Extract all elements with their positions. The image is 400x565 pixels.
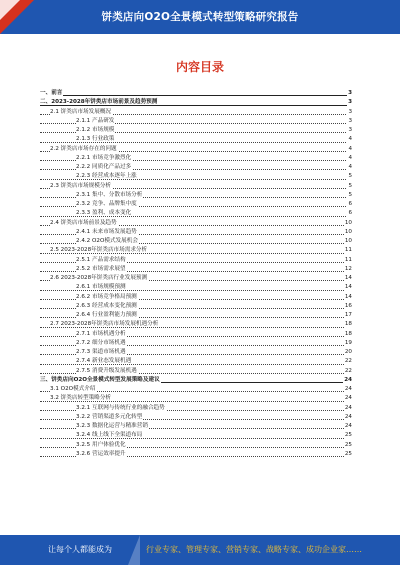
toc-entry-page: 5 bbox=[347, 182, 352, 191]
toc-entry-text: 2.5.2 市场需求展望 bbox=[76, 265, 126, 272]
toc-entry-text: 2.3.2 竞争、品牌集中度 bbox=[76, 201, 137, 207]
toc-entry[interactable] bbox=[40, 145, 352, 154]
toc-entry-text: 2.6.3 经营成本变化预测 bbox=[76, 302, 137, 309]
toc-entry[interactable] bbox=[40, 413, 352, 422]
toc-entry-text: 2.1.2 市场规模 bbox=[76, 127, 115, 133]
toc-entry-page: 3 bbox=[347, 117, 352, 126]
toc-entry-page: 11 bbox=[344, 256, 352, 265]
toc-entry[interactable] bbox=[40, 154, 352, 163]
toc-entry-text: 2.6 2023-2028年饼类店行业发展预测 bbox=[50, 275, 148, 281]
toc-entry[interactable] bbox=[40, 302, 352, 311]
toc-entry-text: 2.1 饼类店市场发展概况 bbox=[50, 108, 112, 115]
toc-entry-page: 22 bbox=[344, 367, 352, 376]
toc-entry-text: 一、前言 bbox=[40, 90, 63, 96]
toc-entry-text: 2.4 饼类店市场前景及趋势 bbox=[50, 219, 117, 226]
toc-entry-page: 14 bbox=[344, 283, 352, 292]
toc-entry[interactable] bbox=[40, 320, 352, 329]
toc-entry-page: 14 bbox=[344, 274, 352, 283]
toc-entry-page: 24 bbox=[343, 376, 352, 385]
toc-entry[interactable] bbox=[40, 265, 352, 274]
toc-entry[interactable] bbox=[40, 117, 352, 126]
toc-entry-text: 三、饼类店向O2O全景模式转型发展策略及建议 bbox=[40, 376, 160, 383]
toc-entry-page: 5 bbox=[347, 172, 352, 181]
toc-entry-text: 2.2 饼类店市场存在的问题 bbox=[50, 145, 117, 152]
toc-entry-text: 3.2.1 互联网与传统行业的融合趋势 bbox=[76, 404, 165, 411]
toc-entry[interactable] bbox=[40, 367, 352, 376]
toc-entry[interactable] bbox=[40, 385, 352, 394]
toc-entry[interactable] bbox=[40, 163, 352, 172]
toc-entry[interactable] bbox=[40, 431, 352, 440]
toc-entry-text: 3.2 饼类店转型策略分析 bbox=[50, 395, 112, 402]
toc-entry-page: 10 bbox=[344, 228, 352, 237]
toc-entry-text: 2.2.2 同质化产品过多 bbox=[76, 164, 132, 170]
toc-entry-page: 3 bbox=[347, 89, 352, 98]
toc-entry-text: 2.6.2 市场竞争格局预测 bbox=[76, 293, 137, 300]
toc-entry-page: 25 bbox=[344, 431, 352, 440]
toc-entry-page: 22 bbox=[344, 357, 352, 366]
toc-entry[interactable] bbox=[40, 126, 352, 135]
toc-entry-text: 2.3.3 盈利、成本变化 bbox=[76, 210, 132, 217]
toc-leader bbox=[40, 95, 352, 96]
toc-entry[interactable] bbox=[40, 108, 352, 117]
footer-divider bbox=[128, 535, 140, 565]
toc-entry-page: 16 bbox=[344, 302, 352, 311]
footer-slogan-right: 行业专家、管理专家、营销专家、战略专家、成功企业家…… bbox=[146, 545, 362, 554]
toc-entry[interactable] bbox=[40, 89, 352, 98]
toc-entry-page: 20 bbox=[344, 348, 352, 357]
toc-entry-page: 4 bbox=[347, 154, 352, 163]
toc-entry-page: 12 bbox=[344, 265, 352, 274]
toc-entry[interactable] bbox=[40, 219, 352, 228]
toc-entry-page: 24 bbox=[344, 385, 352, 394]
toc-entry-page: 24 bbox=[344, 394, 352, 403]
toc-entry-page: 4 bbox=[347, 135, 352, 144]
toc-entry-page: 3 bbox=[347, 108, 352, 117]
toc-entry[interactable] bbox=[40, 330, 352, 339]
toc-entry-text: 2.4.2 O2O模式发展机会 bbox=[76, 238, 138, 244]
toc-entry-text: 2.6.4 行业盈利能力预测 bbox=[76, 312, 137, 318]
toc-entry[interactable] bbox=[40, 246, 352, 255]
header-bar bbox=[0, 0, 400, 34]
toc-entry-page: 24 bbox=[344, 422, 352, 431]
toc-entry[interactable] bbox=[40, 182, 352, 191]
toc-entry-page: 10 bbox=[344, 219, 352, 228]
footer-bar bbox=[0, 535, 400, 565]
toc-entry-page: 5 bbox=[347, 191, 352, 200]
toc-entry[interactable] bbox=[40, 404, 352, 413]
toc-entry-text: 3.2.4 线上线下全渠道布局 bbox=[76, 432, 143, 439]
toc-entry-text: 2.5.1 产品需求结构 bbox=[76, 256, 126, 263]
toc-entry-text: 2.7.1 市场机遇分析 bbox=[76, 330, 126, 337]
toc-entry[interactable] bbox=[40, 191, 352, 200]
toc-entry-text: 2.7.4 新业态发展机遇 bbox=[76, 358, 132, 365]
toc-entry[interactable] bbox=[40, 256, 352, 265]
toc-entry[interactable] bbox=[40, 274, 352, 283]
toc-entry[interactable] bbox=[40, 283, 352, 292]
toc-entry-text: 2.7 2023-2028年饼类店市场发展机遇分析 bbox=[50, 321, 159, 328]
toc-entry-page: 6 bbox=[347, 200, 352, 209]
toc-entry-page: 18 bbox=[344, 320, 352, 329]
toc-entry-page: 19 bbox=[344, 339, 352, 348]
toc-entry-text: 2.3.1 集中、分散市场分析 bbox=[76, 191, 143, 198]
toc-entry-text: 2.1.1 产品研发 bbox=[76, 117, 115, 124]
toc-entry[interactable] bbox=[40, 237, 352, 246]
toc-entry-page: 14 bbox=[344, 293, 352, 302]
toc-entry-page: 18 bbox=[344, 330, 352, 339]
toc-entry-page: 4 bbox=[347, 163, 352, 172]
toc-entry[interactable] bbox=[40, 228, 352, 237]
toc-entry-text: 2.7.2 细分市场机遇 bbox=[76, 339, 126, 346]
toc-entry-text: 2.7.5 消费升级发展机遇 bbox=[76, 367, 137, 374]
toc-entry-text: 2.3 饼类店市场规模分析 bbox=[50, 182, 112, 189]
toc-entry-page: 6 bbox=[347, 209, 352, 218]
toc-entry-text: 3.2.3 数据化运营与精准营销 bbox=[76, 423, 148, 429]
toc-entry-page: 24 bbox=[344, 404, 352, 413]
toc-entry-page: 10 bbox=[344, 237, 352, 246]
toc-entry[interactable] bbox=[40, 450, 352, 459]
toc-entry[interactable] bbox=[40, 376, 352, 385]
toc-entry-page: 24 bbox=[344, 413, 352, 422]
toc-entry-text: 3.2.6 营运效率提升 bbox=[76, 450, 126, 457]
toc-entry[interactable] bbox=[40, 209, 352, 218]
toc-entry-text: 二、2023-2028年饼类店市场前景及趋势预测 bbox=[40, 99, 158, 106]
toc-entry[interactable] bbox=[40, 135, 352, 144]
toc-entry[interactable] bbox=[40, 441, 352, 450]
toc-entry-text: 3.2.5 用户体验优化 bbox=[76, 441, 126, 448]
toc-entry-text: 2.5 2023-2028年饼类店市场需求分析 bbox=[50, 247, 148, 254]
toc-entry-text: 2.2.3 经营成本逐年上涨 bbox=[76, 173, 137, 180]
toc-entry-text: 2.6.1 市场规模预测 bbox=[76, 284, 126, 291]
toc-heading: 内容目录 bbox=[175, 60, 224, 74]
toc-entry[interactable] bbox=[40, 172, 352, 181]
toc-entry[interactable] bbox=[40, 293, 352, 302]
report-title: 饼类店向O2O全景模式转型策略研究报告 bbox=[101, 11, 299, 23]
toc-entry-text: 2.1.3 行业政策 bbox=[76, 136, 115, 143]
footer-slogan-left: 让每个人都能成为 bbox=[48, 545, 112, 554]
toc-entry-page: 25 bbox=[344, 441, 352, 450]
toc-entry[interactable] bbox=[40, 394, 352, 403]
toc-entry-page: 3 bbox=[347, 98, 352, 107]
toc-entry-text: 2.7.3 渠道市场机遇 bbox=[76, 349, 126, 355]
toc-entry-page: 11 bbox=[344, 246, 352, 255]
toc-entry-page: 25 bbox=[344, 450, 352, 459]
toc-entry-text: 3.1 O2O模式介绍 bbox=[50, 386, 96, 392]
toc-entry-text: 2.4.1 未来市场发展趋势 bbox=[76, 228, 137, 235]
toc-entry[interactable] bbox=[40, 311, 352, 320]
toc-entry-page: 3 bbox=[347, 126, 352, 135]
toc-entry-page: 17 bbox=[344, 311, 352, 320]
toc-entry-page: 4 bbox=[347, 145, 352, 154]
toc-entry[interactable] bbox=[40, 200, 352, 209]
toc-entry[interactable] bbox=[40, 357, 352, 366]
toc-entry[interactable] bbox=[40, 98, 352, 107]
toc-entry-text: 2.2.1 市场竞争激烈化 bbox=[76, 154, 132, 161]
toc-entry[interactable] bbox=[40, 348, 352, 357]
toc-entry[interactable] bbox=[40, 422, 352, 431]
table-of-contents bbox=[40, 89, 352, 459]
toc-entry-text: 3.2.2 营销渠道多元化转型 bbox=[76, 413, 143, 420]
toc-entry[interactable] bbox=[40, 339, 352, 348]
